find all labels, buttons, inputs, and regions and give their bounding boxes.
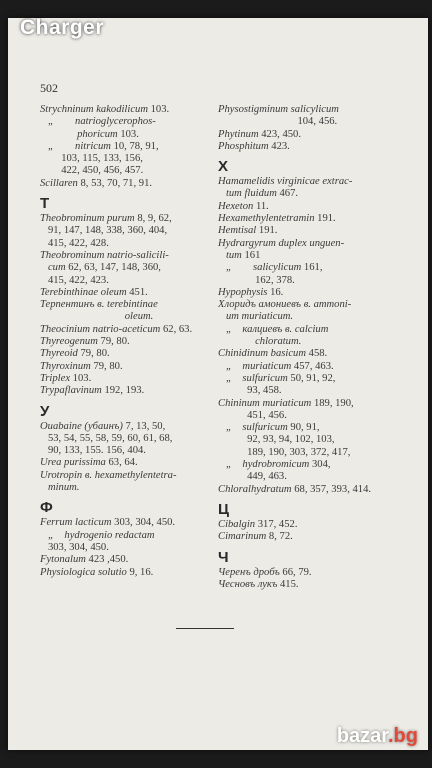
index-entry bbox=[218, 176, 396, 188]
index-section-letter: Ф bbox=[40, 499, 53, 517]
index-entry-pages: 161, bbox=[301, 262, 323, 274]
index-entry-pages: 423, 450. bbox=[258, 128, 301, 140]
watermark-logo bbox=[337, 725, 418, 748]
index-entry bbox=[40, 567, 228, 579]
index-entry-pages: 91, 147, 148, 338, 360, 404, bbox=[40, 225, 168, 237]
end-rule bbox=[176, 628, 234, 629]
index-entry bbox=[218, 422, 396, 434]
index-entry-term: um muriaticum. bbox=[218, 311, 294, 323]
index-entry bbox=[218, 141, 396, 153]
index-entry-term: Cibalgin bbox=[218, 518, 256, 530]
index-entry-term: „ salicylicum bbox=[218, 262, 302, 274]
index-entry-term: Trypaflavinum bbox=[40, 385, 102, 397]
index-entry bbox=[40, 238, 228, 250]
index-entry-pages: 191. bbox=[256, 225, 278, 237]
index-entry-term: Physiologica solutio bbox=[40, 566, 127, 578]
index-entry bbox=[40, 336, 228, 348]
index-entry bbox=[218, 336, 396, 348]
index-entry bbox=[40, 213, 228, 225]
index-entry-pages: 103. bbox=[70, 372, 92, 384]
index-entry bbox=[218, 225, 396, 237]
index-entry bbox=[40, 554, 228, 566]
index-entry-pages: 451. bbox=[126, 286, 148, 298]
index-entry bbox=[40, 129, 228, 141]
index-entry-term: Chinidinum basicum bbox=[218, 348, 306, 360]
index-entry bbox=[218, 238, 396, 250]
index-section-letter: Т bbox=[40, 195, 50, 213]
index-entry-pages: 7, 13, 50, bbox=[122, 420, 166, 432]
index-entry-pages: 103. bbox=[147, 104, 170, 115]
index-entry-term: Urotropin в. hexamethylentetra- bbox=[40, 469, 177, 481]
index-entry bbox=[40, 250, 228, 262]
index-entry-pages: 415, 422, 423. bbox=[40, 274, 109, 286]
index-entry-pages: 93, 458. bbox=[218, 385, 282, 397]
index-entry-pages: 415, 422, 428. bbox=[40, 237, 109, 249]
index-entry bbox=[218, 275, 396, 287]
index-entry bbox=[40, 287, 228, 299]
index-entry bbox=[218, 385, 396, 397]
index-entry-pages: 92, 93, 94, 102, 103, bbox=[218, 434, 335, 446]
index-entry-pages: 303, 304, 450. bbox=[111, 517, 176, 529]
index-entry-pages: 50, 91, 92, bbox=[287, 372, 336, 384]
index-entry bbox=[218, 311, 396, 323]
index-entry bbox=[40, 542, 228, 554]
index-entry bbox=[218, 398, 396, 410]
index-entry bbox=[218, 373, 396, 385]
index-entry bbox=[218, 579, 396, 591]
index-entry bbox=[40, 445, 228, 457]
page-number: 502 bbox=[40, 81, 58, 95]
index-entry bbox=[218, 299, 396, 311]
index-entry-pages: 423 ,450. bbox=[85, 554, 129, 566]
index-entry bbox=[40, 262, 228, 274]
index-entry-term: Phytinum bbox=[218, 128, 259, 140]
index-entry bbox=[40, 348, 228, 360]
watermark-suffix: .bg bbox=[388, 725, 418, 747]
index-entry bbox=[40, 482, 228, 494]
index-entry bbox=[40, 141, 228, 153]
index-entry-pages: 162, 378. bbox=[218, 274, 295, 286]
index-entry-pages: 9, 16. bbox=[126, 566, 154, 578]
index-entry bbox=[218, 531, 396, 543]
index-entry-term: „ калциевъ в. calcium bbox=[218, 323, 329, 335]
index-entry-pages: 103. bbox=[117, 128, 139, 140]
index-entry-pages: 451, 456. bbox=[218, 409, 287, 421]
index-entry bbox=[40, 470, 228, 482]
index-entry-pages: 189, 190, bbox=[311, 397, 354, 409]
index-entry-pages: 8, 72. bbox=[266, 531, 293, 543]
index-entry bbox=[40, 165, 228, 177]
index-entry bbox=[218, 471, 396, 483]
index-entry-term: tum fluidum bbox=[218, 188, 277, 200]
index-entry-pages: 63, 64. bbox=[105, 457, 138, 469]
index-entry-pages: 11. bbox=[253, 200, 269, 212]
index-entry-term: Urea purissima bbox=[40, 457, 106, 469]
index-entry bbox=[218, 129, 396, 141]
index-entry bbox=[40, 530, 228, 542]
index-entry-term: Ferrum lacticum bbox=[40, 517, 112, 529]
index-entry-term: chloratum. bbox=[218, 336, 302, 348]
index-entry-term: „ hydrogenio redactam bbox=[40, 529, 155, 541]
index-entry bbox=[218, 213, 396, 225]
index-column-right bbox=[218, 104, 396, 591]
index-entry-pages: 317, 452. bbox=[255, 518, 298, 530]
index-entry-pages: 8, 9, 62, bbox=[134, 213, 172, 225]
index-entry bbox=[40, 361, 228, 373]
index-entry bbox=[218, 201, 396, 213]
index-entry-pages: 79, 80. bbox=[77, 348, 110, 360]
index-entry-term: Theobrominum purum bbox=[40, 213, 135, 225]
index-entry bbox=[40, 116, 228, 128]
index-entry bbox=[40, 225, 228, 237]
index-entry-term: Triplex bbox=[40, 372, 71, 384]
index-entry-term: Theocinium natrio-aceticum bbox=[40, 323, 161, 335]
index-entry bbox=[218, 104, 396, 116]
index-entry-term: Hamamelidis virginicae extrac- bbox=[218, 176, 353, 188]
index-entry-pages: 467. bbox=[276, 188, 299, 200]
index-entry bbox=[40, 299, 228, 311]
index-entry-term: Чесновъ лукъ bbox=[218, 578, 278, 590]
index-entry-term: „ muriaticum bbox=[218, 360, 292, 372]
index-entry-pages: 304, bbox=[309, 459, 331, 471]
index-entry bbox=[218, 447, 396, 459]
index-entry-term: Theobrominum natrio-salicili- bbox=[40, 249, 169, 261]
index-entry bbox=[40, 104, 228, 116]
index-entry-pages: 79, 80. bbox=[97, 336, 130, 348]
index-entry bbox=[40, 421, 228, 433]
index-entry-term: Cimarinum bbox=[218, 531, 267, 543]
index-entry-term: Scillaren bbox=[40, 177, 78, 189]
index-entry-term: Strychninum kakodilicum bbox=[40, 104, 148, 115]
index-entry-pages: 79, 80. bbox=[90, 360, 123, 372]
index-entry bbox=[218, 324, 396, 336]
index-entry-term: Черенъ дробъ bbox=[218, 566, 280, 578]
watermark-brand: bazar bbox=[336, 725, 388, 747]
index-entry bbox=[40, 373, 228, 385]
index-entry-pages: 189, 190, 303, 372, 417, bbox=[218, 446, 351, 458]
index-entry-pages: 68, 357, 393, 414. bbox=[291, 483, 372, 495]
index-entry-pages: 90, 133, 155. 156, 404. bbox=[40, 445, 146, 457]
index-entry bbox=[218, 519, 396, 531]
index-entry-term: „ hydrobromicum bbox=[218, 459, 310, 471]
index-entry bbox=[218, 287, 396, 299]
index-entry-pages: 415. bbox=[277, 578, 299, 590]
index-entry-term: Chloralhydratum bbox=[218, 483, 292, 495]
index-entry-pages: 104, 456. bbox=[218, 116, 338, 128]
index-entry bbox=[40, 311, 228, 323]
index-entry-term: Terebinthinae oleum bbox=[40, 286, 127, 298]
index-entry bbox=[218, 188, 396, 200]
index-entry bbox=[218, 410, 396, 422]
index-entry-term: minum. bbox=[40, 482, 80, 494]
index-entry bbox=[218, 459, 396, 471]
index-entry-term: „ natrioglycerophos- bbox=[40, 116, 156, 128]
index-entry bbox=[218, 348, 396, 360]
index-entry bbox=[218, 116, 396, 128]
index-entry-pages: 303, 304, 450. bbox=[40, 541, 109, 553]
index-entry-term: Терпентинъ в. terebintinae bbox=[40, 299, 158, 311]
index-entry-pages: 191. bbox=[314, 213, 336, 225]
index-entry-pages: 16. bbox=[267, 286, 284, 298]
index-entry bbox=[218, 434, 396, 446]
index-entry-term: Fytonalum bbox=[40, 554, 86, 566]
index-entry bbox=[218, 567, 396, 579]
index-entry-term: tum bbox=[218, 249, 242, 261]
index-entry-term: Hypophysis bbox=[218, 286, 268, 298]
book-page bbox=[8, 18, 428, 750]
index-entry bbox=[40, 433, 228, 445]
index-entry-pages: 90, 91, bbox=[287, 422, 320, 434]
index-entry-term: oleum. bbox=[40, 311, 154, 323]
index-entry-term: Hexeton bbox=[218, 200, 254, 212]
index-section-letter: Х bbox=[218, 158, 229, 176]
index-entry-term: Ouabaine (убаинъ) bbox=[40, 420, 123, 432]
index-entry-term: Хлоридъ амониевъ в. ammoni- bbox=[218, 299, 352, 311]
index-entry-pages: 161 bbox=[241, 249, 261, 261]
index-entry bbox=[218, 361, 396, 373]
index-entry-term: Hydrargyrum duplex unguen- bbox=[218, 237, 345, 249]
index-entry-pages: 66, 79. bbox=[279, 566, 312, 578]
index-entry bbox=[218, 484, 396, 496]
index-entry bbox=[40, 178, 228, 190]
index-entry bbox=[218, 262, 396, 274]
index-entry-term: cum bbox=[40, 262, 66, 274]
index-entry-term: Chininum muriaticum bbox=[218, 397, 312, 409]
index-entry-pages: 53, 54, 55, 58, 59, 60, 61, 68, bbox=[40, 432, 173, 444]
index-entry-term: Thyreogenum bbox=[40, 336, 98, 348]
app-logo: Charger bbox=[20, 16, 105, 39]
index-column-left bbox=[40, 104, 228, 579]
index-entry-term: Thyreoid bbox=[40, 348, 78, 360]
index-entry bbox=[40, 385, 228, 397]
index-entry-term: „ sulfuricum bbox=[218, 422, 288, 434]
index-entry-pages: 10, 78, 91, bbox=[110, 140, 159, 152]
index-entry-pages: 423. bbox=[268, 140, 290, 152]
index-entry bbox=[40, 324, 228, 336]
index-section-letter: Ц bbox=[218, 500, 229, 518]
index-entry-pages: 192, 193. bbox=[101, 385, 145, 397]
index-entry bbox=[40, 275, 228, 287]
index-entry bbox=[40, 457, 228, 469]
index-entry-term: Hemtisal bbox=[218, 225, 257, 237]
index-entry-pages: 62, 63, 147, 148, 360, bbox=[65, 262, 161, 274]
index-entry-term: Hexamethylentetramin bbox=[218, 213, 315, 225]
index-entry-pages: 8, 53, 70, 71, 91. bbox=[77, 177, 153, 189]
index-entry-term: Physostigminum salicylicum bbox=[218, 104, 339, 115]
index-section-letter: Ч bbox=[218, 548, 229, 566]
index-entry bbox=[40, 517, 228, 529]
index-entry bbox=[40, 153, 228, 165]
index-entry-pages: 62, 63. bbox=[160, 323, 193, 335]
index-section-letter: У bbox=[40, 402, 50, 420]
index-entry-term: „ sulfuricum bbox=[218, 372, 288, 384]
index-entry-term: Thyroxinum bbox=[40, 360, 91, 372]
index-entry-pages: 449, 463. bbox=[218, 471, 287, 483]
index-entry-term: phoricum bbox=[40, 128, 118, 140]
index-entry-pages: 457, 463. bbox=[291, 360, 334, 372]
index-entry-pages: 103, 115, 133, 156, bbox=[40, 153, 143, 165]
index-entry bbox=[218, 250, 396, 262]
index-entry-term: „ nitricum bbox=[40, 140, 111, 152]
index-entry-pages: 458. bbox=[306, 348, 328, 360]
index-entry-term: Phosphitum bbox=[218, 140, 269, 152]
index-entry-pages: 422, 450, 456, 457. bbox=[40, 165, 144, 177]
